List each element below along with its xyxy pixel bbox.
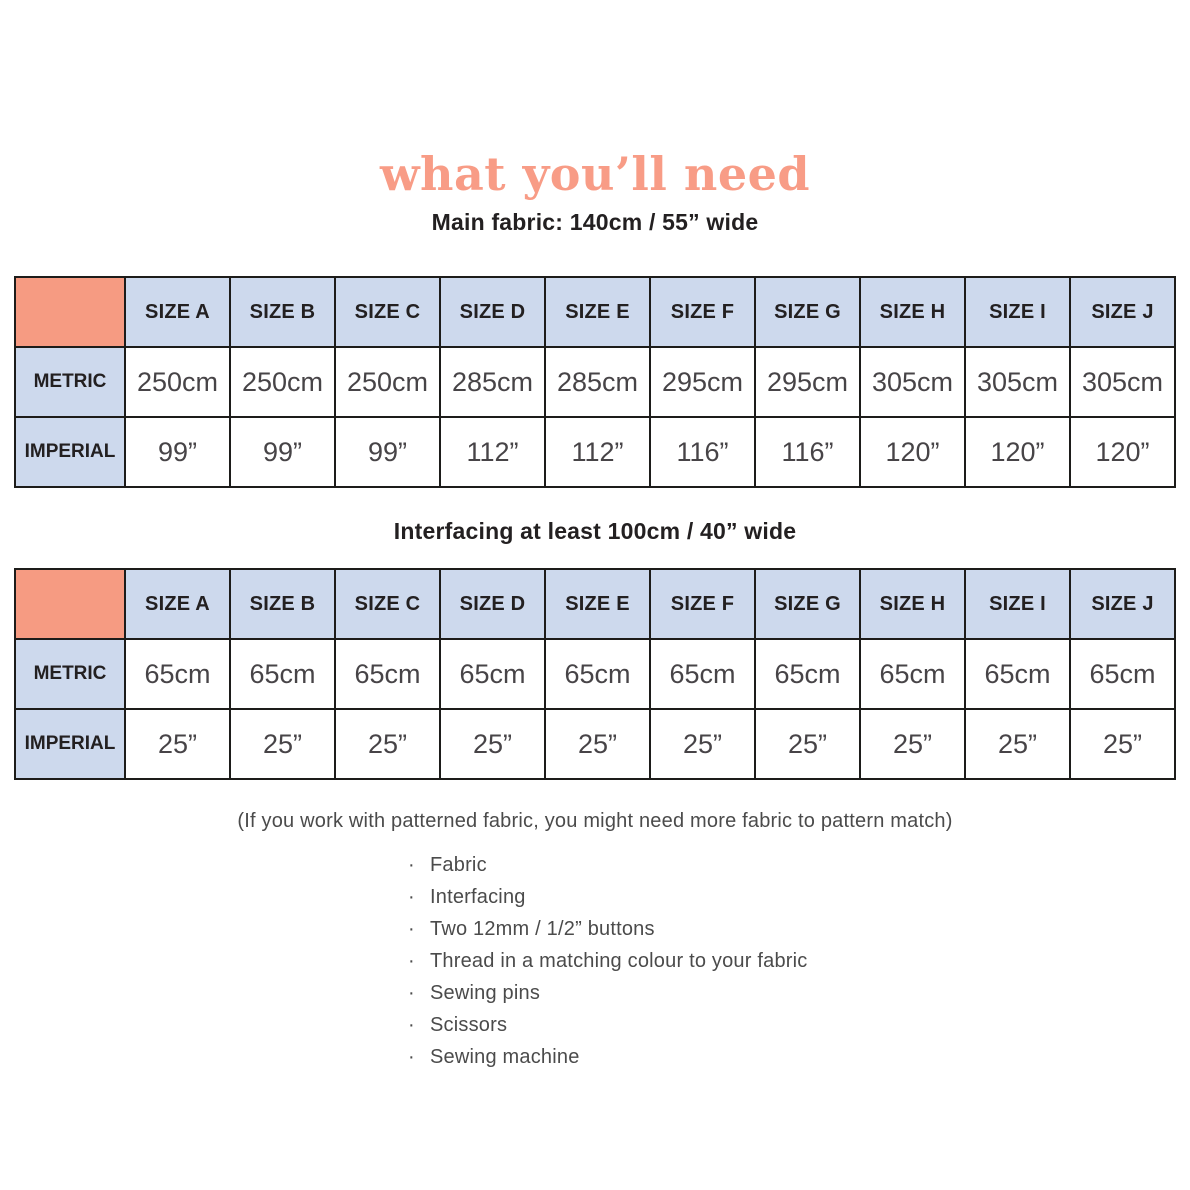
value-cell: 65cm (545, 639, 650, 709)
row-label: IMPERIAL (15, 709, 125, 779)
corner-cell (15, 569, 125, 639)
value-cell: 65cm (335, 639, 440, 709)
value-cell: 25” (860, 709, 965, 779)
table-row (15, 347, 1175, 417)
size-column-header: SIZE D (440, 277, 545, 347)
size-column-header: SIZE C (335, 569, 440, 639)
value-cell: 305cm (1070, 347, 1175, 417)
value-cell: 112” (545, 417, 650, 487)
value-cell: 25” (440, 709, 545, 779)
value-cell: 25” (545, 709, 650, 779)
main-fabric-heading: Main fabric: 140cm / 55” wide (431, 208, 759, 235)
size-column-header: SIZE F (650, 569, 755, 639)
size-column-header: SIZE G (755, 569, 860, 639)
size-column-header: SIZE A (125, 277, 230, 347)
list-item-label: Interfacing (430, 886, 526, 909)
value-cell: 25” (125, 709, 230, 779)
value-cell: 99” (230, 417, 335, 487)
value-cell: 25” (335, 709, 440, 779)
size-column-header: SIZE H (860, 277, 965, 347)
value-cell: 120” (965, 417, 1070, 487)
value-cell: 120” (1070, 417, 1175, 487)
bullet-icon: · (408, 1046, 415, 1069)
value-cell: 250cm (335, 347, 440, 417)
size-column-header: SIZE J (1070, 569, 1175, 639)
value-cell: 116” (650, 417, 755, 487)
list-item (408, 977, 1190, 1009)
value-cell: 65cm (860, 639, 965, 709)
bullet-icon: · (408, 950, 415, 973)
value-cell: 25” (1070, 709, 1175, 779)
list-item-label: Sewing pins (430, 982, 541, 1005)
value-cell: 65cm (1070, 639, 1175, 709)
size-column-header: SIZE I (965, 569, 1070, 639)
size-column-header: SIZE F (650, 277, 755, 347)
value-cell: 25” (965, 709, 1070, 779)
interfacing-requirements-table (14, 568, 1176, 780)
row-label: METRIC (15, 639, 125, 709)
list-item (408, 945, 1190, 977)
bullet-icon: · (408, 918, 415, 941)
size-column-header: SIZE J (1070, 277, 1175, 347)
value-cell: 250cm (230, 347, 335, 417)
value-cell: 25” (755, 709, 860, 779)
corner-cell (15, 277, 125, 347)
interfacing-heading: Interfacing at least 100cm / 40” wide (393, 518, 797, 545)
value-cell: 285cm (440, 347, 545, 417)
value-cell: 99” (125, 417, 230, 487)
pattern-instructions-page (0, 148, 1190, 1190)
table-row (15, 709, 1175, 779)
value-cell: 305cm (860, 347, 965, 417)
value-cell: 65cm (230, 639, 335, 709)
value-cell: 295cm (650, 347, 755, 417)
list-item (408, 1041, 1190, 1073)
size-column-header: SIZE A (125, 569, 230, 639)
page-title: what you’ll need (379, 147, 811, 201)
bullet-icon: · (408, 886, 415, 909)
value-cell: 295cm (755, 347, 860, 417)
list-item-label: Scissors (430, 1014, 508, 1037)
bullet-icon: · (408, 982, 415, 1005)
table-row (15, 417, 1175, 487)
size-column-header: SIZE H (860, 569, 965, 639)
value-cell: 65cm (755, 639, 860, 709)
list-item (408, 1009, 1190, 1041)
size-column-header: SIZE G (755, 277, 860, 347)
table-header-row (15, 569, 1175, 639)
size-column-header: SIZE D (440, 569, 545, 639)
value-cell: 65cm (125, 639, 230, 709)
value-cell: 65cm (965, 639, 1070, 709)
list-item-label: Thread in a matching colour to your fabric (430, 950, 808, 973)
value-cell: 120” (860, 417, 965, 487)
value-cell: 99” (335, 417, 440, 487)
row-label: IMPERIAL (15, 417, 125, 487)
value-cell: 285cm (545, 347, 650, 417)
list-item-label: Two 12mm / 1/2” buttons (430, 918, 655, 941)
size-column-header: SIZE E (545, 277, 650, 347)
bullet-icon: · (408, 1014, 415, 1037)
list-item (408, 913, 1190, 945)
size-column-header: SIZE E (545, 569, 650, 639)
value-cell: 250cm (125, 347, 230, 417)
value-cell: 65cm (650, 639, 755, 709)
list-item (408, 881, 1190, 913)
value-cell: 65cm (440, 639, 545, 709)
value-cell: 25” (650, 709, 755, 779)
list-item-label: Fabric (430, 854, 487, 877)
size-column-header: SIZE I (965, 277, 1070, 347)
list-item (408, 849, 1190, 881)
value-cell: 305cm (965, 347, 1070, 417)
value-cell: 116” (755, 417, 860, 487)
list-item-label: Sewing machine (430, 1046, 580, 1069)
table-header-row (15, 277, 1175, 347)
row-label: METRIC (15, 347, 125, 417)
size-column-header: SIZE B (230, 569, 335, 639)
table-row (15, 639, 1175, 709)
supplies-list (0, 849, 1190, 1073)
size-column-header: SIZE B (230, 277, 335, 347)
size-column-header: SIZE C (335, 277, 440, 347)
pattern-match-note: (If you work with patterned fabric, you might need more fabric to pattern match) (237, 810, 953, 833)
value-cell: 112” (440, 417, 545, 487)
value-cell: 25” (230, 709, 335, 779)
main-fabric-requirements-table (14, 276, 1176, 488)
bullet-icon: · (408, 854, 415, 877)
